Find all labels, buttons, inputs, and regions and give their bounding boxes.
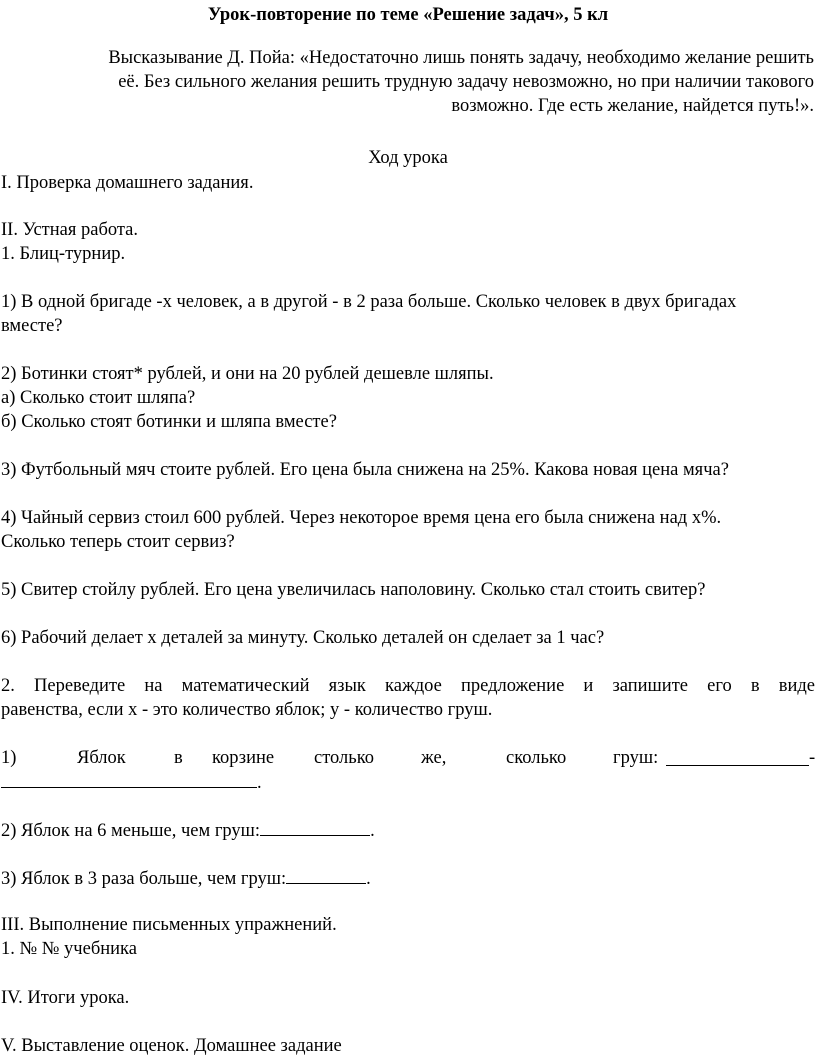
section-written-exercises: III. Выполнение письменных упражнений. bbox=[1, 915, 337, 935]
task-1-line-1: 1) В одной бригаде -х человек, а в другой - в 2 раза больше. Сколько человек в двух бригадах bbox=[1, 292, 737, 312]
task-1-line-2: вместе? bbox=[1, 316, 63, 336]
quote-line: её. Без сильного желания решить трудную задачу невозможно, но при наличии такового bbox=[118, 72, 814, 92]
dash: - bbox=[809, 748, 816, 768]
task-3: 3) Футбольный мяч стоите рублей. Его цена была снижена на 25%. Какова новая цена мяча? bbox=[1, 460, 729, 480]
word: сколько bbox=[506, 748, 567, 768]
word: Яблок bbox=[77, 748, 126, 768]
polya-quote bbox=[0, 46, 816, 118]
word: же, bbox=[421, 748, 447, 768]
answer-blank[interactable] bbox=[666, 748, 809, 766]
answer-blank[interactable] bbox=[286, 866, 366, 884]
quote-line: Высказывание Д. Пойа: «Недостаточно лишь понять задачу, необходимо желание решить bbox=[108, 48, 814, 68]
lesson-heading: Ход урока bbox=[368, 148, 448, 168]
exercise-2-line-2: равенства, если х - это количество яблок; у - количество груш. bbox=[1, 700, 493, 720]
period: . bbox=[370, 821, 375, 841]
task-2a: а) Сколько стоит шляпа? bbox=[1, 388, 196, 408]
item-text: 2) Яблок на 6 меньше, чем груш: bbox=[1, 821, 261, 841]
section-oral-work: II. Устная работа. bbox=[1, 220, 139, 240]
section-grades-homework: V. Выставление оценок. Домашнее задание bbox=[1, 1036, 342, 1056]
period: . bbox=[366, 869, 371, 889]
answer-blank[interactable] bbox=[260, 818, 370, 836]
textbook-numbers: 1. № № учебника bbox=[1, 939, 137, 959]
word: 1) bbox=[1, 748, 17, 768]
exercise-item-1-line-2 bbox=[1, 770, 816, 795]
task-4-line-2: Сколько теперь стоит сервиз? bbox=[1, 532, 235, 552]
blitz-tournament: 1. Блиц-турнир. bbox=[1, 244, 126, 264]
exercise-item-3 bbox=[1, 866, 816, 891]
document-title: Урок-повторение по теме «Решение задач», 5 кл bbox=[207, 5, 609, 25]
task-5: 5) Свитер стойлу рублей. Его цена увеличилась наполовину. Сколько стал стоить свитер? bbox=[1, 580, 706, 600]
word: груш: bbox=[613, 748, 659, 768]
answer-blank[interactable] bbox=[1, 770, 257, 788]
section-homework-check: I. Проверка домашнего задания. bbox=[1, 173, 254, 193]
task-4-line-1: 4) Чайный сервиз стоил 600 рублей. Через некоторое время цена его была снижена над x%. bbox=[1, 508, 722, 528]
task-6: 6) Рабочий делает х деталей за минуту. Сколько деталей он сделает за 1 час? bbox=[1, 628, 605, 648]
exercise-item-2 bbox=[1, 818, 816, 843]
word: столько bbox=[314, 748, 375, 768]
task-2: 2) Ботинки стоят* рублей, и они на 20 рублей дешевле шляпы. bbox=[1, 364, 494, 384]
quote-line: возможно. Где есть желание, найдется путь!». bbox=[451, 96, 814, 116]
word: корзине bbox=[212, 748, 275, 768]
period: . bbox=[257, 773, 262, 793]
task-2b: б) Сколько стоят ботинки и шляпа вместе? bbox=[1, 412, 337, 432]
item-text: 3) Яблок в 3 раза больше, чем груш: bbox=[1, 869, 287, 889]
word: в bbox=[174, 748, 183, 768]
exercise-2-line-1: 2. Переведите на математический язык каждое предложение и запишите его в виде bbox=[1, 676, 815, 696]
section-lesson-summary: IV. Итоги урока. bbox=[1, 988, 130, 1008]
